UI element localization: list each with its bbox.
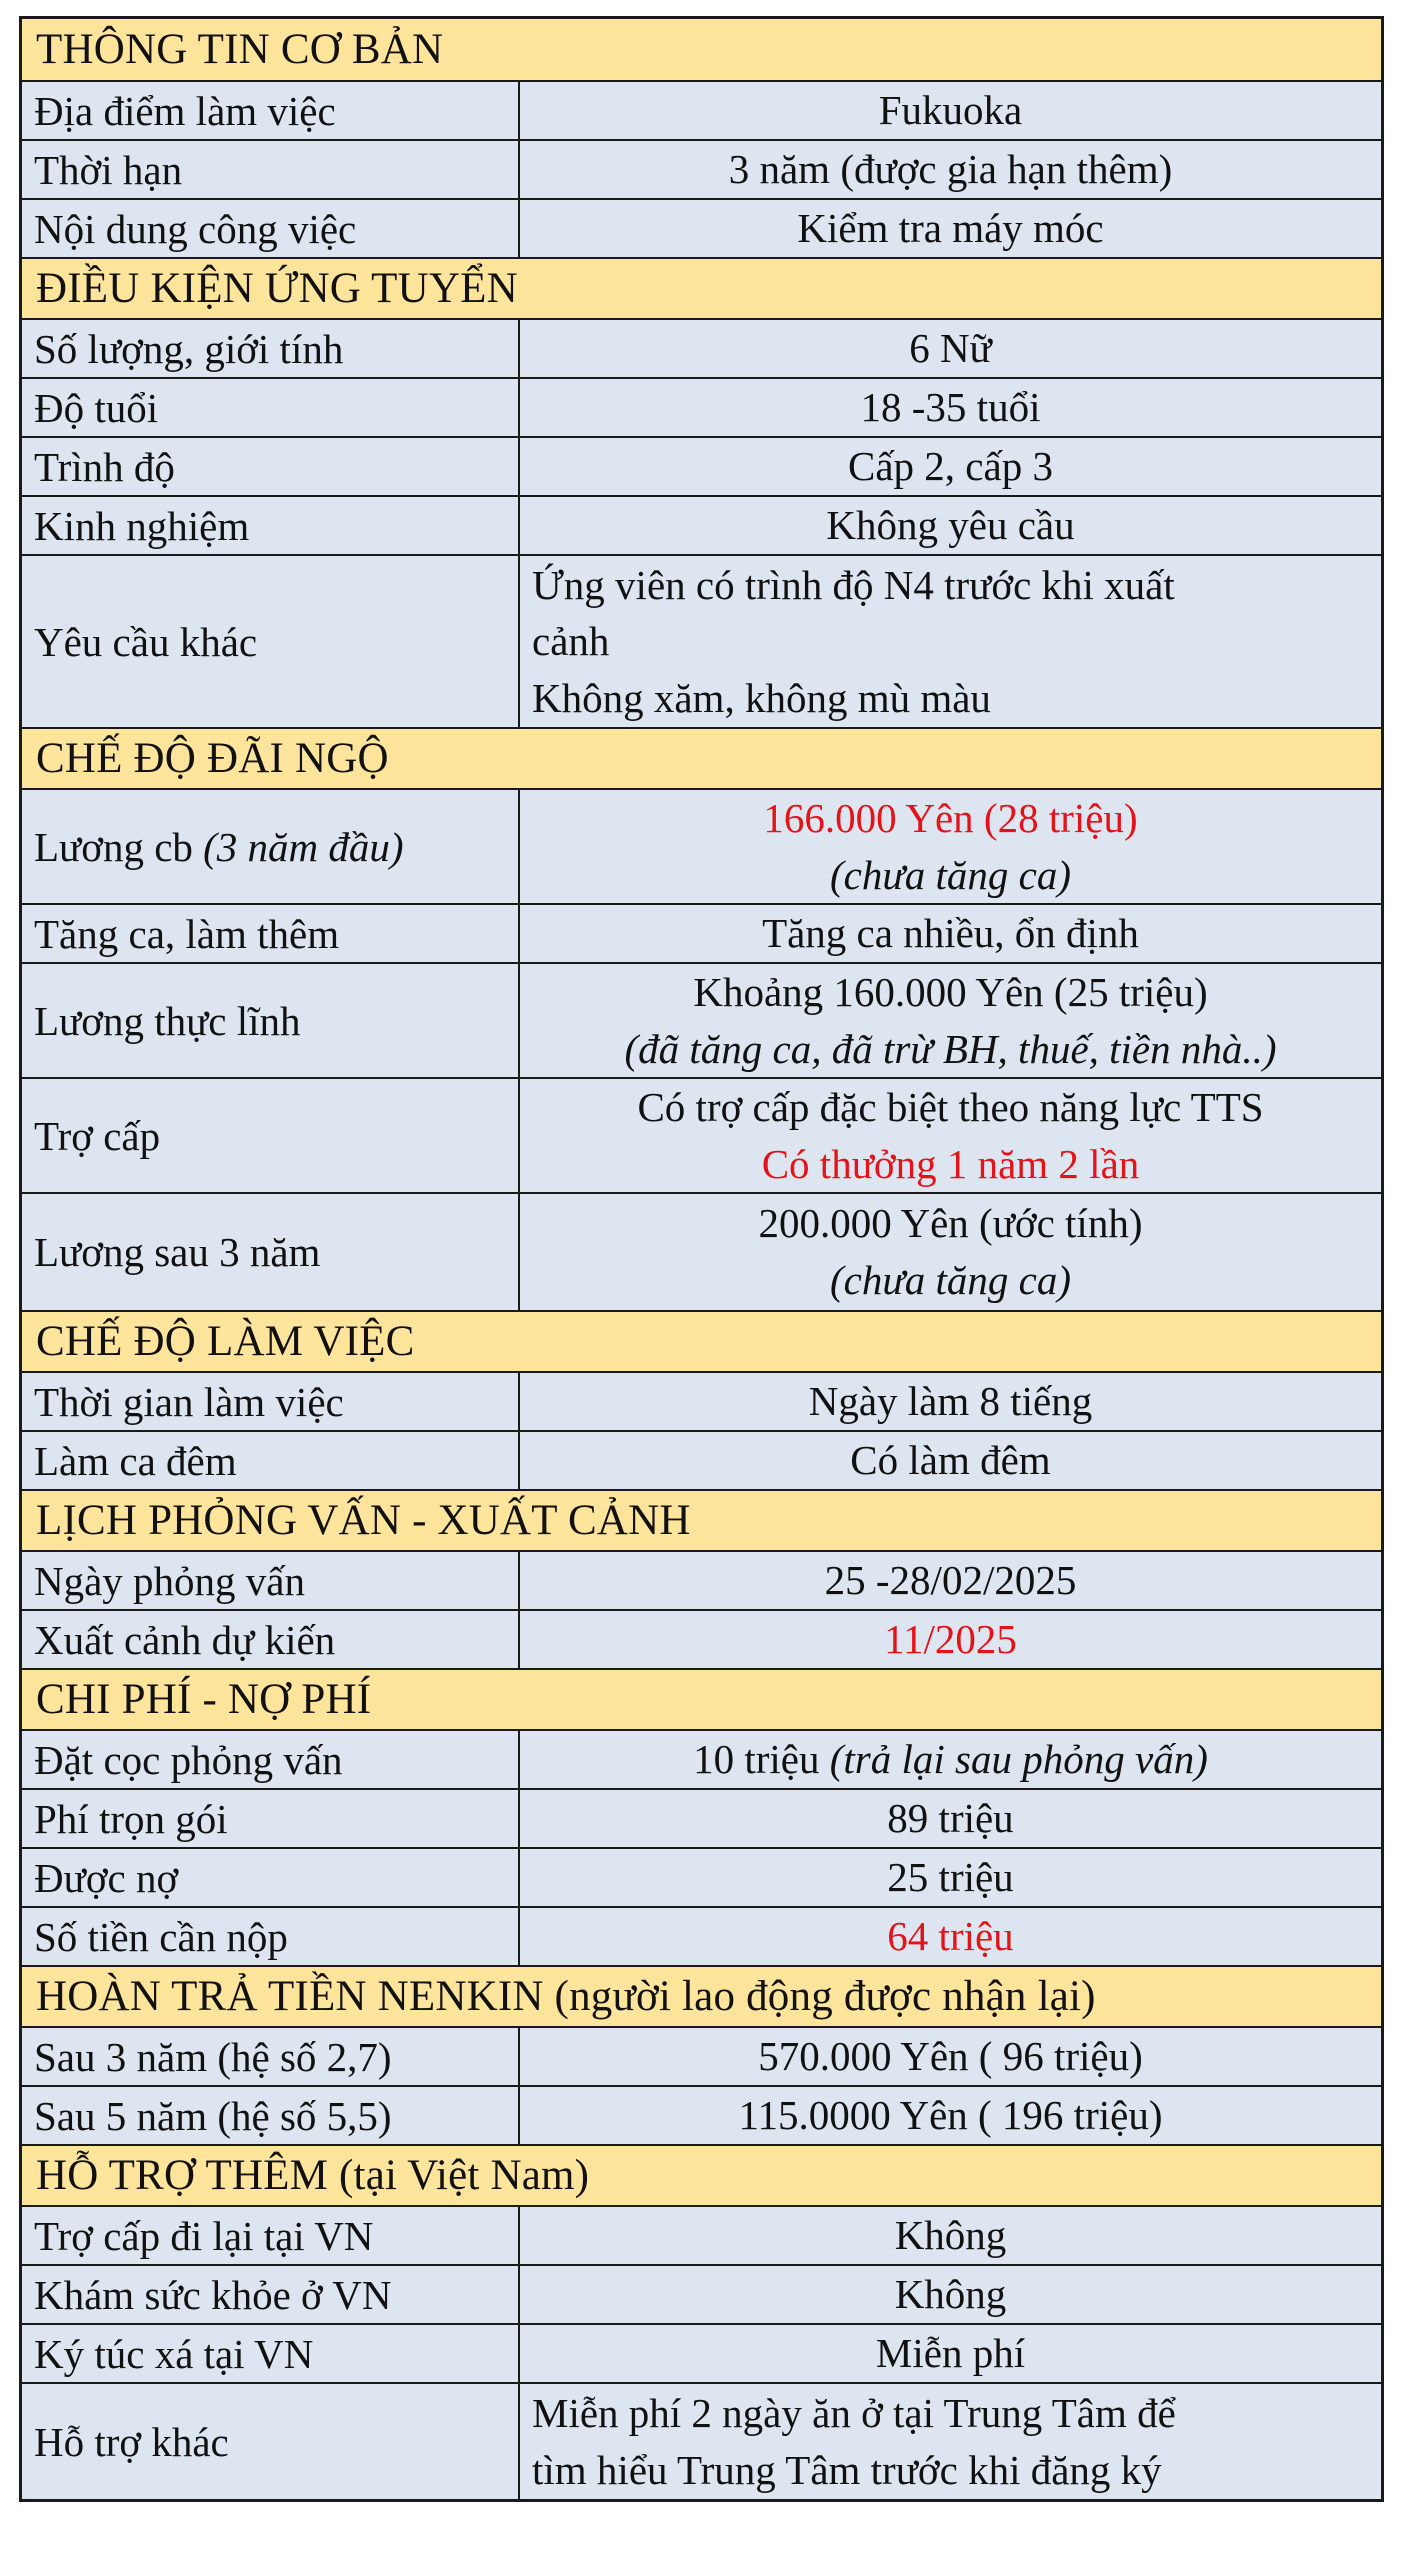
row-label: Được nợ [22, 1849, 520, 1906]
base-salary-value: 166.000 Yên (28 triệu) [763, 794, 1138, 841]
row-label: Số tiền cần nộp [22, 1908, 520, 1965]
table-row [22, 80, 1381, 139]
section-header-basic-info [22, 19, 1381, 80]
section-header-benefits [22, 727, 1381, 788]
row-value [520, 1079, 1381, 1192]
row-label: Kinh nghiệm [22, 497, 520, 554]
row-label: Độ tuổi [22, 379, 520, 436]
overtime-value: Tăng ca nhiều, ổn định [762, 910, 1139, 957]
row-value [520, 2207, 1381, 2264]
row-label: Trợ cấp đi lại tại VN [22, 2207, 520, 2264]
refund-5-years-value: 115.0000 Yên ( 196 triệu) [738, 2092, 1163, 2139]
base-salary-note: (chưa tăng ca) [830, 851, 1071, 898]
health-check-value: Không [894, 2271, 1007, 2318]
row-label [22, 790, 520, 903]
table-row [22, 377, 1381, 436]
row-label: Thời hạn [22, 141, 520, 198]
net-salary-value: Khoảng 160.000 Yên (25 triệu) [693, 968, 1208, 1015]
age-range-value: 18 -35 tuổi [860, 384, 1041, 431]
other-support-line: tìm hiểu Trung Tâm trước khi đăng ký [532, 2446, 1162, 2493]
row-label: Thời gian làm việc [22, 1373, 520, 1430]
section-header-requirements [22, 257, 1381, 318]
allowance-value: Có trợ cấp đặc biệt theo năng lực TTS [637, 1083, 1264, 1130]
row-value [520, 141, 1381, 198]
loan-amount-value: 25 triệu [887, 1854, 1014, 1901]
row-label: Yêu cầu khác [22, 556, 520, 727]
table-row [22, 1609, 1381, 1668]
working-hours-value: Ngày làm 8 tiếng [808, 1378, 1093, 1425]
row-value [520, 438, 1381, 495]
quantity-gender-value: 6 Nữ [909, 325, 992, 372]
night-shift-value: Có làm đêm [850, 1437, 1051, 1484]
other-requirements-line: cảnh [532, 618, 610, 665]
row-label: Lương sau 3 năm [22, 1194, 520, 1310]
row-value [520, 2028, 1381, 2085]
departure-date-value: 11/2025 [884, 1616, 1017, 1663]
section-header-costs [22, 1668, 1381, 1729]
row-value [520, 1432, 1381, 1489]
row-label: Khám sức khỏe ở VN [22, 2266, 520, 2323]
row-label: Đặt cọc phỏng vấn [22, 1731, 520, 1788]
row-value [520, 905, 1381, 962]
deposit-value: 10 triệu [693, 1736, 820, 1783]
table-row [22, 2323, 1381, 2382]
row-label: Xuất cảnh dự kiến [22, 1611, 520, 1668]
row-label: Trợ cấp [22, 1079, 520, 1192]
base-salary-label-note: (3 năm đầu) [203, 823, 404, 870]
table-row [22, 2085, 1381, 2144]
table-row [22, 139, 1381, 198]
section-title: LỊCH PHỎNG VẤN - XUẤT CẢNH [36, 1497, 691, 1544]
other-requirements-line: Không xăm, không mù màu [532, 674, 991, 721]
section-title: HOÀN TRẢ TIỀN NENKIN (người lao động được nhận lại) [36, 1973, 1096, 2020]
row-value [520, 1194, 1381, 1310]
work-location-value: Fukuoka [878, 87, 1023, 134]
section-header-working-regime [22, 1310, 1381, 1371]
row-value [520, 1611, 1381, 1668]
row-value [520, 320, 1381, 377]
section-header-interview-schedule [22, 1489, 1381, 1550]
experience-value: Không yêu cầu [826, 502, 1075, 549]
row-label: Hỗ trợ khác [22, 2384, 520, 2499]
row-value [520, 1908, 1381, 1965]
table-row [22, 788, 1381, 903]
table-row [22, 2026, 1381, 2085]
package-fee-value: 89 triệu [887, 1795, 1014, 1842]
table-row [22, 1847, 1381, 1906]
table-row [22, 495, 1381, 554]
row-value [520, 790, 1381, 903]
section-header-nenkin-refund [22, 1965, 1381, 2026]
net-salary-note: (đã tăng ca, đã trừ BH, thuế, tiền nhà..) [624, 1025, 1277, 1072]
table-row [22, 436, 1381, 495]
row-label: Ký túc xá tại VN [22, 2325, 520, 2382]
table-row [22, 1906, 1381, 1965]
table-row [22, 1192, 1381, 1310]
row-label: Phí trọn gói [22, 1790, 520, 1847]
job-description-value: Kiểm tra máy móc [797, 205, 1104, 252]
table-row [22, 198, 1381, 257]
table-row [22, 1788, 1381, 1847]
row-value [520, 1790, 1381, 1847]
amount-due-value: 64 triệu [887, 1913, 1014, 1960]
table-row [22, 1729, 1381, 1788]
job-info-table [19, 16, 1384, 2502]
row-label: Tăng ca, làm thêm [22, 905, 520, 962]
row-value [520, 2266, 1381, 2323]
row-value [520, 379, 1381, 436]
row-label: Trình độ [22, 438, 520, 495]
row-label: Làm ca đêm [22, 1432, 520, 1489]
other-support-line: Miễn phí 2 ngày ăn ở tại Trung Tâm để [532, 2389, 1176, 2436]
row-label: Số lượng, giới tính [22, 320, 520, 377]
salary-after-3-years-note: (chưa tăng ca) [830, 1257, 1071, 1303]
travel-allowance-value: Không [894, 2212, 1007, 2259]
other-requirements-line: Ứng viên có trình độ N4 trước khi xuất [532, 561, 1175, 608]
section-title: CHẾ ĐỘ LÀM VIỆC [36, 1318, 415, 1365]
row-label: Sau 3 năm (hệ số 2,7) [22, 2028, 520, 2085]
table-row [22, 2264, 1381, 2323]
section-title: ĐIỀU KIỆN ỨNG TUYỂN [36, 265, 518, 312]
row-value [520, 556, 1381, 727]
table-row [22, 1077, 1381, 1192]
salary-after-3-years-value: 200.000 Yên (ước tính) [758, 1200, 1143, 1247]
education-value: Cấp 2, cấp 3 [848, 443, 1053, 490]
row-value [520, 964, 1381, 1077]
row-value [520, 1373, 1381, 1430]
row-value [520, 1731, 1381, 1788]
row-value [520, 200, 1381, 257]
deposit-note: (trả lại sau phỏng vấn) [829, 1736, 1208, 1783]
table-row [22, 903, 1381, 962]
row-value [520, 497, 1381, 554]
section-header-additional-support [22, 2144, 1381, 2205]
contract-term-value: 3 năm (được gia hạn thêm) [728, 146, 1173, 193]
row-label: Địa điểm làm việc [22, 82, 520, 139]
row-label: Lương thực lĩnh [22, 964, 520, 1077]
base-salary-label: Lương cb [34, 823, 193, 870]
table-row [22, 1550, 1381, 1609]
row-value [520, 82, 1381, 139]
row-label: Sau 5 năm (hệ số 5,5) [22, 2087, 520, 2144]
table-row [22, 2382, 1381, 2499]
section-title: HỖ TRỢ THÊM (tại Việt Nam) [36, 2152, 590, 2199]
section-title: THÔNG TIN CƠ BẢN [36, 26, 444, 73]
row-value [520, 1849, 1381, 1906]
row-value [520, 2384, 1381, 2499]
row-label: Nội dung công việc [22, 200, 520, 257]
table-row [22, 1430, 1381, 1489]
table-row [22, 962, 1381, 1077]
interview-date-value: 25 -28/02/2025 [824, 1557, 1077, 1604]
refund-3-years-value: 570.000 Yên ( 96 triệu) [758, 2033, 1143, 2080]
table-row [22, 318, 1381, 377]
table-row [22, 2205, 1381, 2264]
table-row [22, 1371, 1381, 1430]
dormitory-value: Miễn phí [875, 2330, 1026, 2377]
table-row [22, 554, 1381, 727]
section-title: CHI PHÍ - NỢ PHÍ [36, 1676, 372, 1723]
row-value [520, 2325, 1381, 2382]
row-value [520, 2087, 1381, 2144]
bonus-value: Có thưởng 1 năm 2 lần [761, 1140, 1140, 1187]
section-title: CHẾ ĐỘ ĐÃI NGỘ [36, 735, 389, 782]
row-value [520, 1552, 1381, 1609]
row-label: Ngày phỏng vấn [22, 1552, 520, 1609]
